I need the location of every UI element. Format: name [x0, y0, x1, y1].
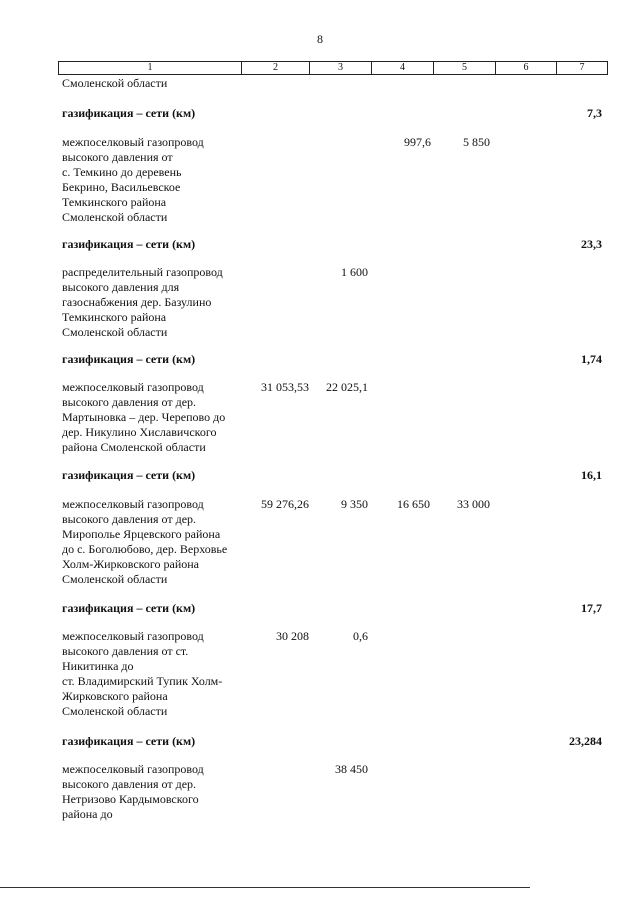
value-col-3: 9 350 — [341, 497, 368, 511]
footer-rule — [0, 887, 530, 888]
object-description: межпоселковый газопровод высокого давления от дер. Мартыновка – дер. Черепово до дер. Никулино Хиславичского района Смоленской области — [62, 380, 226, 454]
section-total: 1,74 — [581, 352, 602, 366]
section-total: 23,3 — [581, 237, 602, 251]
header-col-2: 2 — [242, 62, 310, 74]
value-col-3: 1 600 — [341, 265, 368, 279]
object-description: межпоселковый газопровод высокого давления от дер. Мирополье Ярцевского района до с. Боголюбово, дер. Верховье Холм-Жирковского района Смоленской области — [62, 497, 228, 586]
header-col-7: 7 — [579, 62, 585, 73]
object-description: межпоселковый газопровод высокого давления от дер. Нетризово Кардымовского района до — [62, 762, 204, 821]
page-number: 8 — [317, 32, 323, 46]
section-heading: газификация – сети (км) — [62, 734, 196, 748]
section-heading: газификация – сети (км) — [62, 601, 196, 615]
section-total: 7,3 — [587, 106, 602, 120]
value-col-3: 38 450 — [335, 762, 368, 776]
value-col-2: 59 276,26 — [261, 497, 309, 511]
value-col-3: 22 025,1 — [326, 380, 368, 394]
object-description: распределительный газопровод высокого давления для газоснабжения дер. Базулино Темкинского района Смоленской области — [62, 265, 223, 339]
header-col-5: 5 — [434, 62, 496, 74]
value-col-2: 31 053,53 — [261, 380, 309, 394]
section-total: 16,1 — [581, 468, 602, 482]
section-heading: газификация – сети (км) — [62, 352, 196, 366]
header-col-6: 6 — [496, 62, 557, 74]
section-heading: газификация – сети (км) — [62, 106, 196, 120]
section-heading: газификация – сети (км) — [62, 468, 196, 482]
section-total: 17,7 — [581, 601, 602, 615]
object-description: межпоселковый газопровод высокого давления от ст. Никитинка до ст. Владимирский Тупик Холм- Жирковского района Смоленской области — [62, 629, 223, 718]
header-col-1: 1 — [59, 62, 242, 74]
value-col-3: 0,6 — [353, 629, 368, 643]
section-total: 23,284 — [569, 734, 602, 748]
header-col-3: 3 — [310, 62, 372, 74]
value-col-4: 997,6 — [404, 135, 431, 149]
object-description: межпоселковый газопровод высокого давления от с. Темкино до деревень Бекрино, Васильевское Темкинского района Смоленской области — [62, 135, 204, 224]
table-header-row — [58, 61, 608, 75]
continuation-text: Смоленской области — [62, 76, 168, 90]
section-heading: газификация – сети (км) — [62, 237, 196, 251]
value-col-5: 5 850 — [463, 135, 490, 149]
value-col-4: 16 650 — [397, 497, 430, 511]
value-col-5: 33 000 — [457, 497, 490, 511]
header-col-4: 4 — [372, 62, 434, 74]
value-col-2: 30 208 — [276, 629, 309, 643]
